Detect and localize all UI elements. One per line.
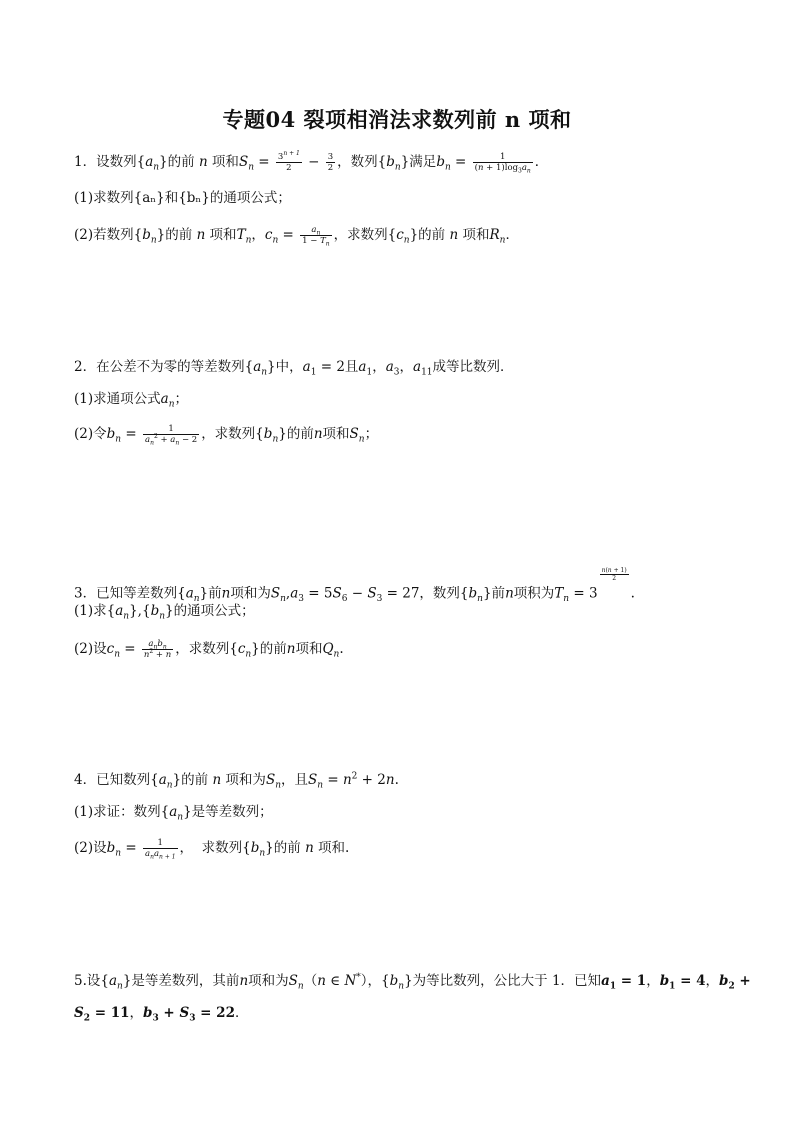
problem-2-statement: 2．在公差不为零的等差数列$\{a_n\}$中，$a_1 = 2$且$a_1$，$a_3$，$a_{11}$成等比数列．	[74, 359, 514, 378]
problem-4-part-2: (2)设$b_n$ = $\frac{1}{a_na_{n + 1}}$ ， 求数列$\{b_n\}$的前 n 项和.	[74, 838, 350, 861]
problem-1-number: 1．	[74, 154, 97, 170]
problem-2-part-2: (2)令$b_n$ = $\frac{1}{a_n^2 + a_n - 2}$ ，求数列$\{b_n\}$的前n项和$S_n$；	[74, 424, 379, 447]
problem-3-part-1: (1)求$\{a_n\},\{b_n\}$的通项公式；	[74, 603, 255, 622]
problem-1-part-2: (2)若数列$\{b_n\}$的前 n 项和$T_n$，$c_n$ = $\frac{a_n}{1 - T_n}$ ，求数列$\{c_n\}$的前 n 项和$R_n$．	[74, 225, 519, 248]
problem-1-part-1: (1)求数列{aₙ}和{bₙ}的通项公式；	[74, 190, 291, 206]
problem-3-part-2: (2)设$c_n$ = $\frac{a_nb_n}{n^2 + n}$ ，求数列$\{c_n\}$的前n项和$Q_n$.	[74, 639, 344, 660]
problem-2-number: 2．	[74, 359, 97, 375]
problem-4-number: 4．	[74, 772, 97, 788]
problem-5-statement: 5.设$\{a_n\}$是等差数列，其前n项和为$S_n(n$ ∈ N*），$\{b_n\}$为等比数列，公比大于 1．已知$a_1 = 1$，$b_1 = 4$，$b_2$ +	[74, 972, 751, 992]
problem-4-statement: 4．已知数列$\{a_n\}$的前 n 项和为$S_n$，且$S_n = n^2 + 2n$.	[74, 771, 399, 791]
problem-2-part-1: (1)求通项公式$a_n$；	[74, 391, 188, 410]
problem-5-number: 5.	[74, 973, 87, 989]
problem-3-number: 3．	[74, 585, 97, 602]
problem-1-statement: 1．设数列$\{a_n\}$的前 n 项和$S_n$ = $\frac{3^{n + 1}}{2}$ − $\frac{3}{2}$ ，数列$\{b_n\}$满足$b_n$ = $\frac{1}{(n + 1)\log_3a_n}$ ．	[74, 150, 549, 175]
problem-5-statement-cont: $S_2 = 11$，$b_3 + S_3 = 22$．	[74, 1005, 249, 1024]
problem-3-statement: 3．已知等差数列$\{a_n\}$前n项和为$S_n,a_3 = 5S_6 - S_3 = 27$，数列$\{b_n\}$前n项积为$T_n = 3$ $^{\frac{n(n + 1)}{2}}$ .	[74, 567, 635, 605]
problem-4-part-1: (1)求证：数列$\{a_n\}$是等差数列；	[74, 804, 273, 823]
page-title: 专题04 裂项相消法求数列前 n 项和	[222, 107, 572, 132]
